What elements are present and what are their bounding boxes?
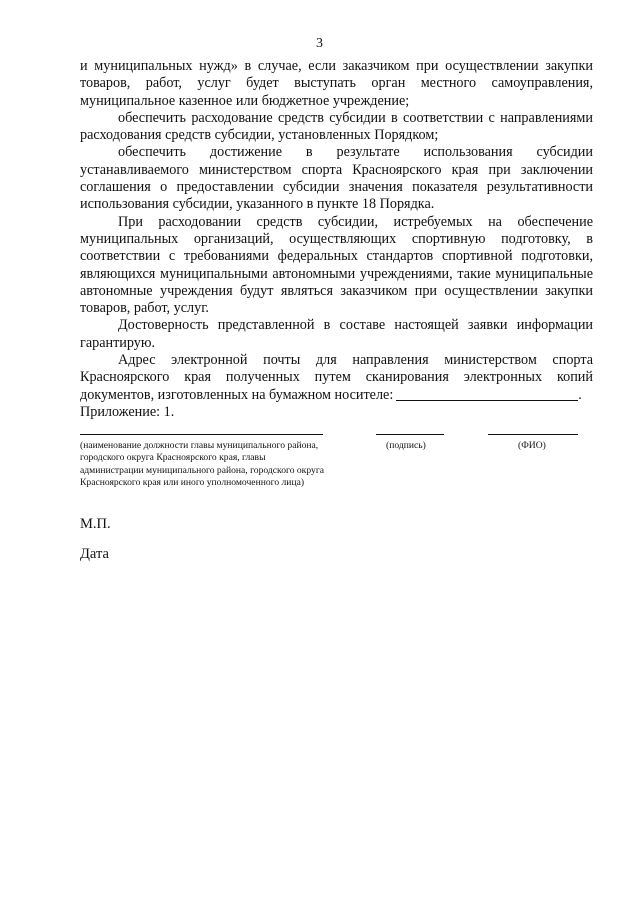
email-blank-line bbox=[396, 387, 578, 401]
signature-line bbox=[376, 434, 444, 435]
email-paragraph-text: Адрес электронной почты для направления министерством спорта Красноярского края полученных путем сканирования электронных копий документов, изготовленных на бумажном носителе: bbox=[80, 352, 593, 403]
position-caption: (наименование должности главы муниципального района, городского округа Красноярского края, главы администрации муниципального района, городского округа Красноярского края или иного уполномоченного лица) bbox=[80, 440, 325, 488]
signature-caption: (подпись) bbox=[386, 440, 426, 451]
document-body bbox=[80, 58, 593, 421]
signature-block bbox=[80, 434, 593, 514]
paragraph-spending-directions: обеспечить расходование средств субсидии в соответствии с направлениями расходования средств субсидии, установленных Порядком; bbox=[80, 109, 593, 144]
attachment-line: Приложение: 1. bbox=[80, 403, 175, 420]
paragraph-autonomous-institutions: При расходовании средств субсидии, истребуемых на обеспечение муниципальных организаций, осуществляющих спортивную подготовку, в соответствии с требованиями федеральных стандартов спортивной подготовки, являющихся муниципальными автономными учреждениями, такие муниципальные автономные учреждения будут являться заказчиком при осуществлении закупки товаров, работ, услуг. bbox=[80, 213, 593, 317]
paragraph-reliability-guarantee: Достоверность представленной в составе настоящей заявки информации гарантирую. bbox=[80, 317, 593, 351]
date-label: Дата bbox=[80, 546, 109, 562]
position-signature-line bbox=[80, 434, 323, 435]
stamp-place-label: М.П. bbox=[80, 516, 111, 532]
paragraph-email-address bbox=[80, 352, 593, 404]
paragraph-continuation: и муниципальных нужд» в случае, если заказчиком при осуществлении закупки товаров, работ, услуг будет выступать орган местного самоуправления, муниципальное казенное или бюджетное учреждение; bbox=[80, 58, 593, 109]
name-caption: (ФИО) bbox=[518, 440, 546, 451]
name-signature-line bbox=[488, 434, 578, 435]
email-trailing-period: . bbox=[578, 386, 582, 403]
paragraph-performance-indicator: обеспечить достижение в результате использования субсидии устанавливаемого министерством спорта Красноярского края при заключении соглашения о предоставлении субсидии значения показателя результативности использования субсидии, указанного в пункте 18 Порядка. bbox=[80, 144, 593, 213]
page-number: 3 bbox=[316, 36, 323, 51]
